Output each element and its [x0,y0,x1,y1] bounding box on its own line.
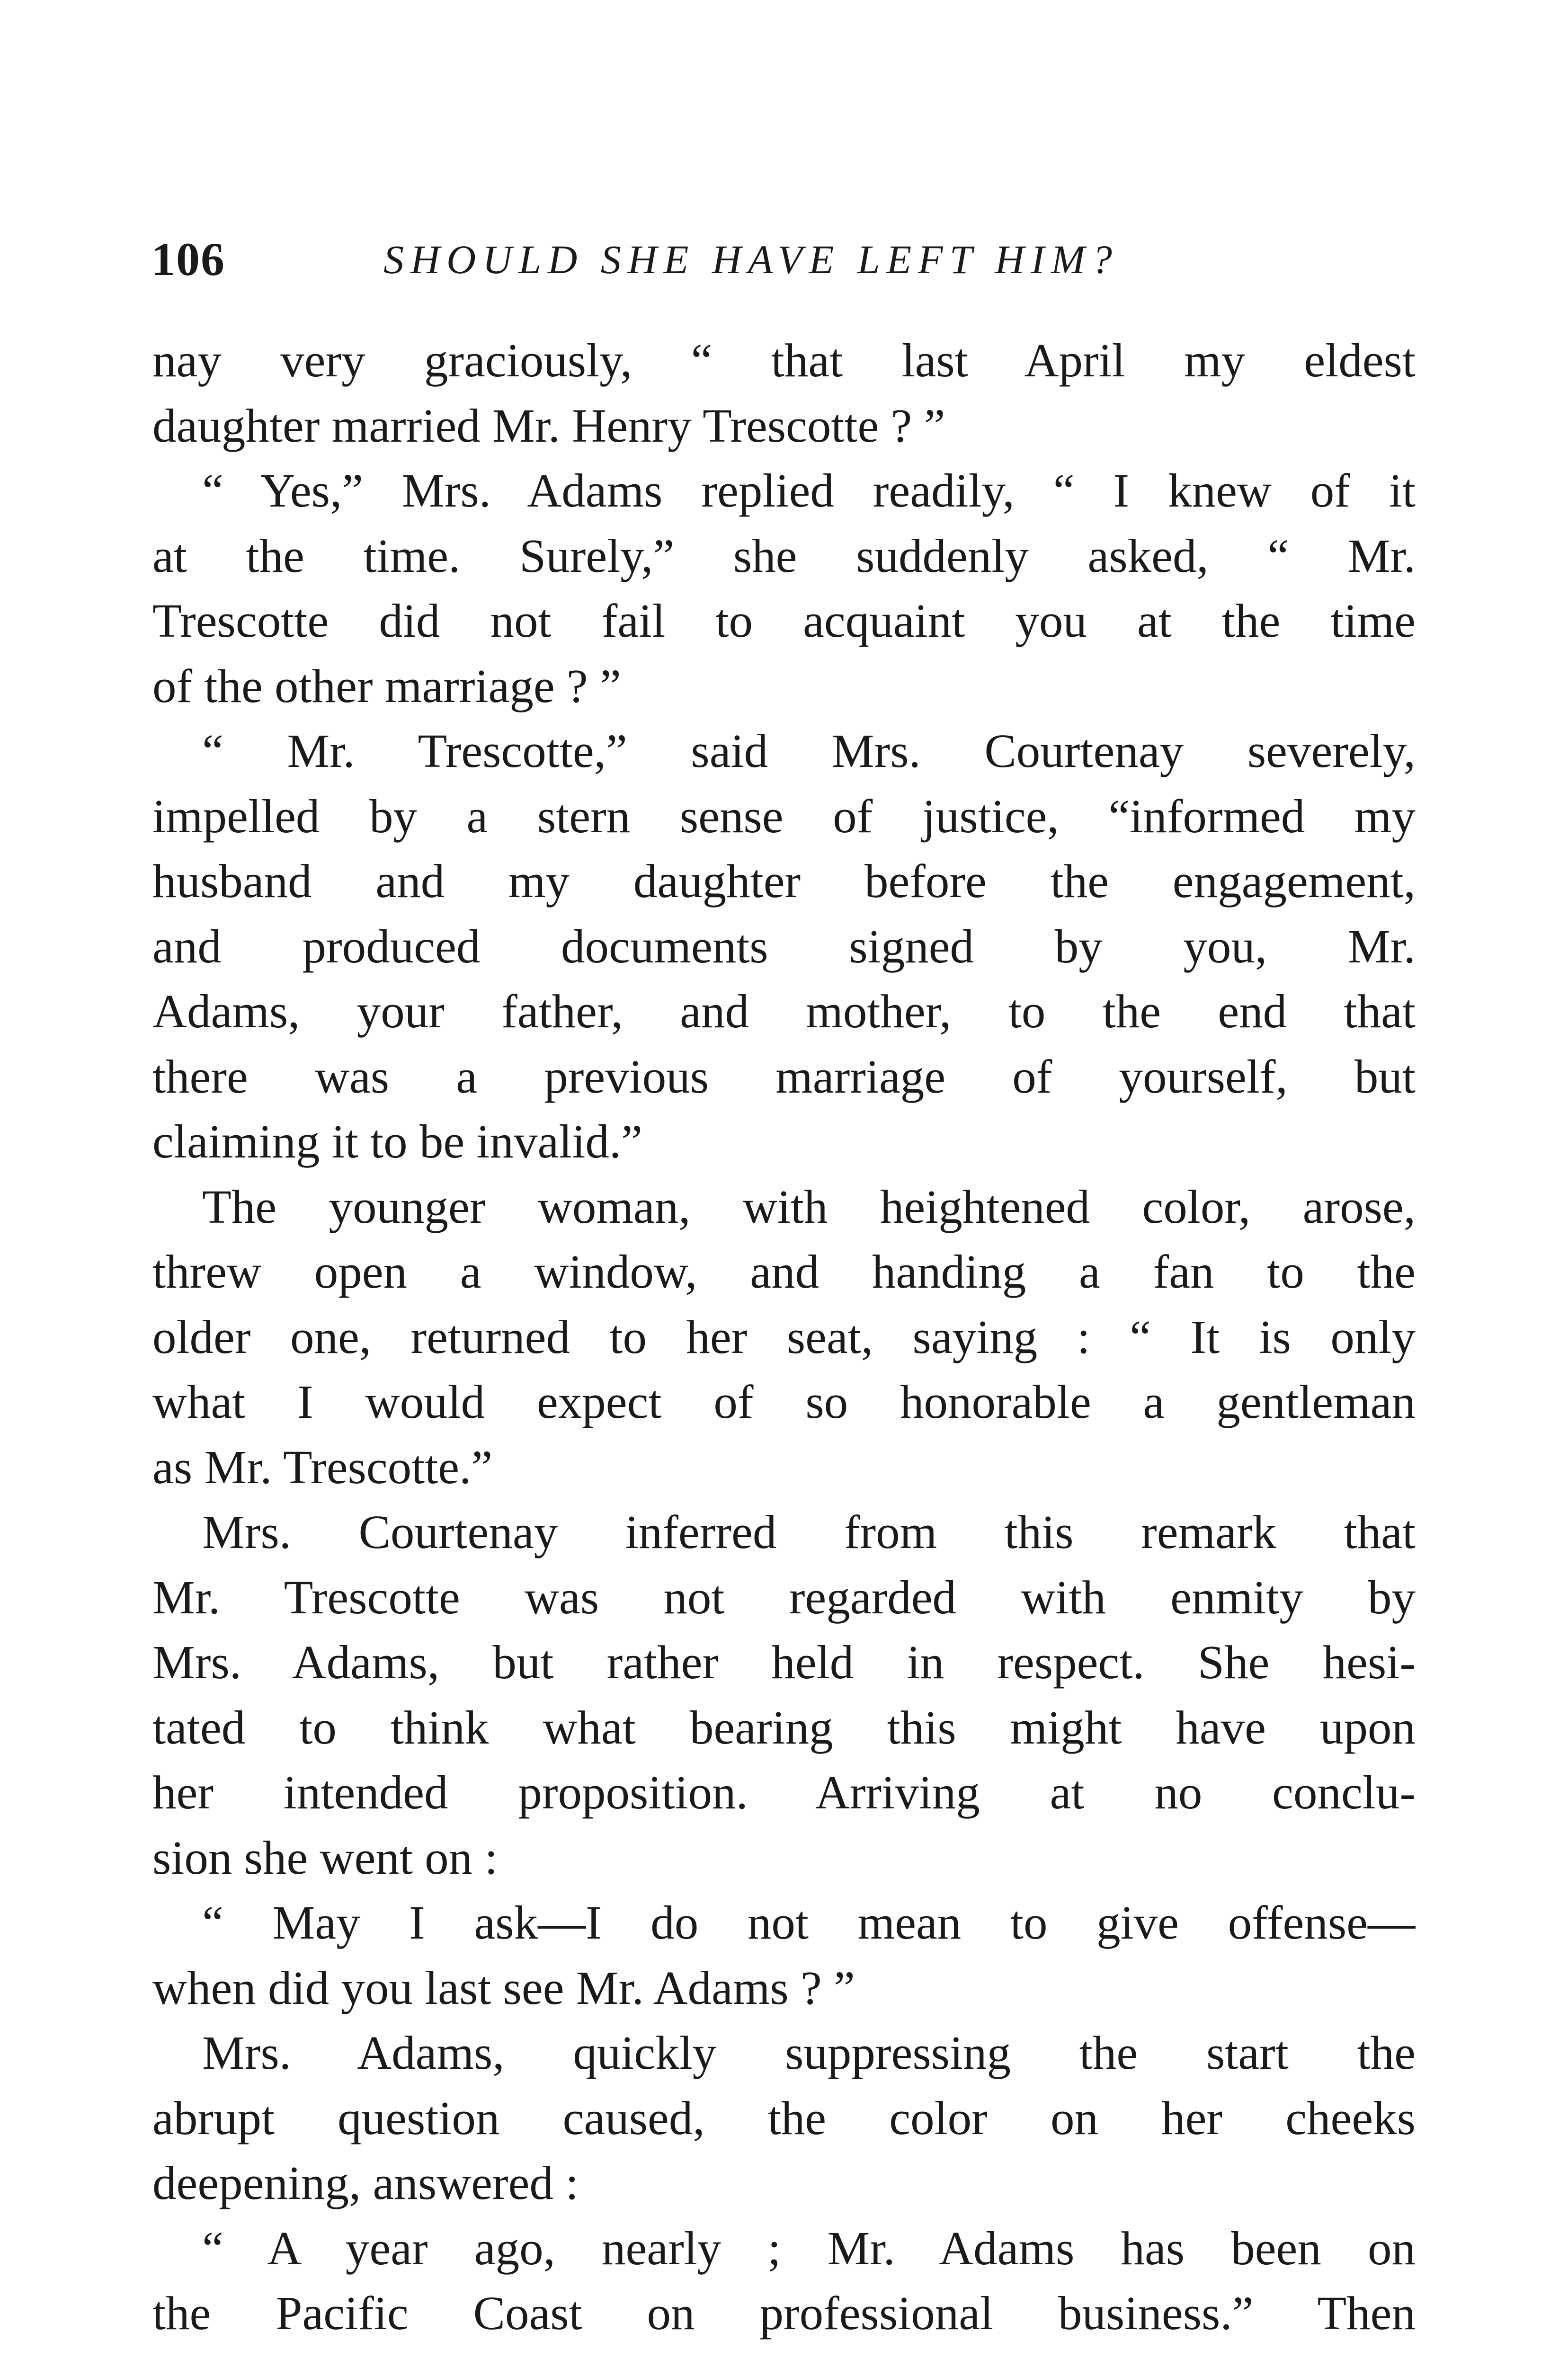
text-line: her intended proposition. Arriving at no conclu- [152,1766,1416,1819]
text-line: claiming it to be invalid.” [152,1115,643,1168]
text-line: daughter married Mr. Henry Trescotte ? ” [152,399,945,452]
text-line: impelled by a stern sense of justice, “informed my [152,789,1416,843]
body-text [152,328,1416,2346]
text-line: sion she went on : [152,1831,498,1884]
text-line: there was a previous marriage of yourself, but [152,1050,1416,1103]
text-line: as Mr. Trescotte.” [152,1440,493,1494]
text-line: Mr. Trescotte was not regarded with enmity by [152,1570,1416,1624]
text-line: “ May I ask—I do not mean to give offense— [202,1896,1416,1949]
text-line: the Pacific Coast on professional business.” Then [152,2287,1416,2340]
text-line: what I would expect of so honorable a gentleman [152,1375,1416,1428]
text-line: Trescotte did not fail to acquaint you at the time [152,594,1416,647]
text-line: threw open a window, and handing a fan to the [152,1245,1416,1298]
page-number: 106 [151,233,225,285]
text-line: Adams, your father, and mother, to the end that [152,985,1416,1038]
text-line: when did you last see Mr. Adams ? ” [152,1961,855,2014]
text-line: at the time. Surely,” she suddenly asked, “ Mr. [152,529,1416,582]
text-line: nay very graciously, “ that last April my eldest [152,334,1416,387]
running-title: SHOULD SHE HAVE LEFT HIM? [383,237,1119,282]
text-line: tated to think what bearing this might have upon [152,1700,1416,1754]
text-line: “ A year ago, nearly ; Mr. Adams has been on [202,2221,1416,2275]
text-line: abrupt question caused, the color on her cheeks [152,2091,1416,2145]
text-line: and produced documents signed by you, Mr. [152,919,1416,973]
text-line: husband and my daughter before the engagement, [152,854,1416,908]
text-line: Mrs. Courtenay inferred from this remark that [202,1505,1416,1558]
text-line: Mrs. Adams, but rather held in respect. She hesi- [152,1636,1416,1689]
text-line: “ Yes,” Mrs. Adams replied readily, “ I knew of it [202,464,1416,517]
running-head [151,222,1430,298]
text-line: Mrs. Adams, quickly suppressing the start the [202,2026,1416,2079]
text-line: deepening, answered : [152,2156,579,2209]
text-line: older one, returned to her seat, saying : “ It is only [152,1310,1416,1363]
text-line: of the other marriage ? ” [152,659,621,712]
text-line: “ Mr. Trescotte,” said Mrs. Courtenay severely, [202,724,1416,777]
text-line: The younger woman, with heightened color, arose, [202,1180,1416,1233]
